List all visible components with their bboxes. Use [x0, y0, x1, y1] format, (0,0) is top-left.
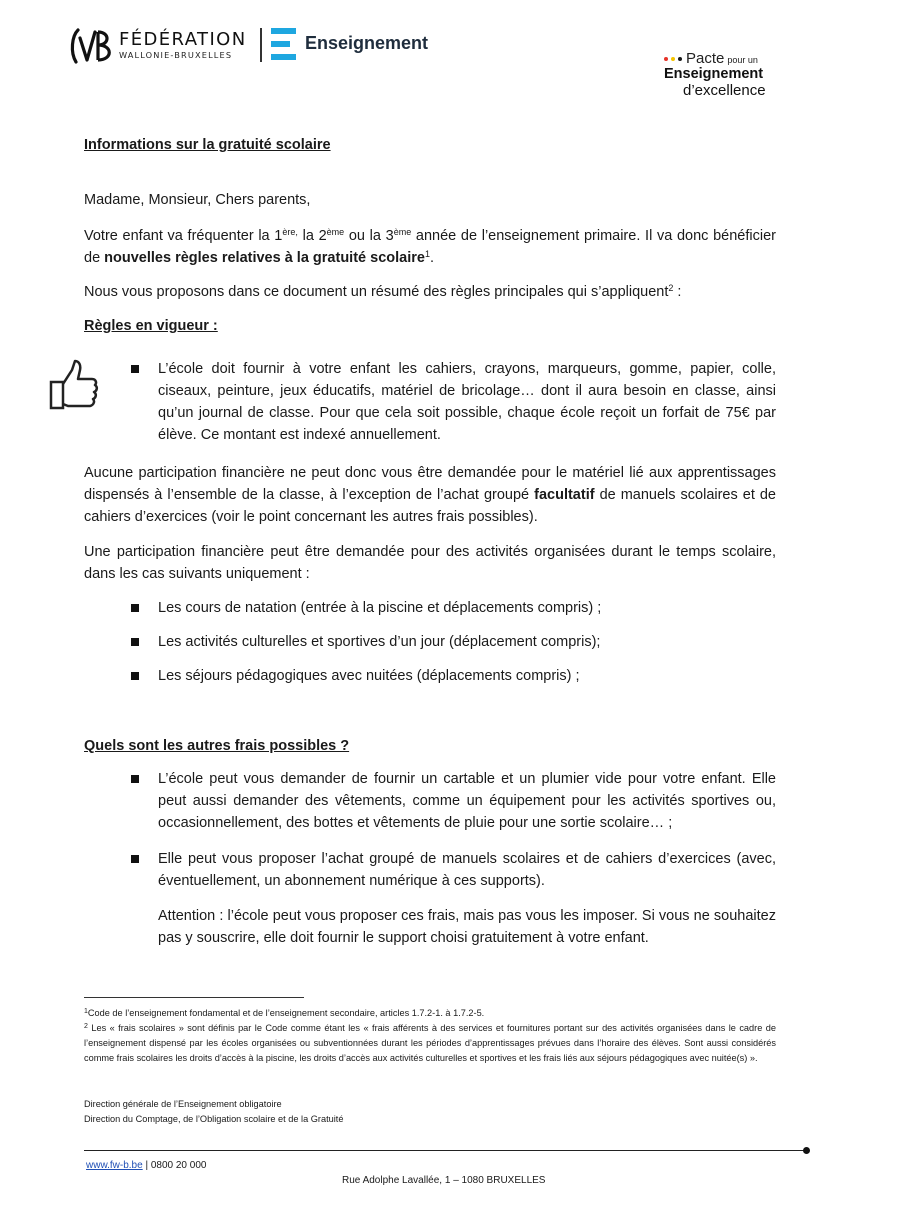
website-link[interactable]: www.fw-b.be	[86, 1160, 143, 1171]
other-fees-item-2: Elle peut vous proposer l’achat groupé de manuels scolaires et de cahiers d’exercices (avec, éventuellement, un abonnement numérique à ces supports).	[158, 851, 776, 889]
fwb-subtitle: WALLONIE-BRUXELLES	[119, 50, 233, 60]
footer-contact	[86, 1160, 206, 1171]
direction-line-1: Direction générale de l’Enseignement obligatoire	[84, 1099, 282, 1109]
intro-paragraph-1: Votre enfant va fréquenter la $1^{ère,}$ la 2ème ou la 3ème année de l’enseignement primaire. Il va donc bénéficier de nouvelles règles relatives à la gratuité scolaire$^1$.	[84, 227, 776, 266]
other-fees-item-1: L’école peut vous demander de fournir un cartable et un plumier vide pour votre enfant. Elle peut aussi demander des vêtements, comme un équipement pour les activités sportives ou, occasionnellement, des bottes et vêtements de pluie pour une sortie scolaire… ;	[158, 771, 776, 831]
enseignement-label: Enseignement	[305, 33, 429, 53]
list-item: Les séjours pédagogiques avec nuitées (déplacements compris) ;	[158, 668, 580, 684]
pacte-logo	[664, 50, 794, 99]
bullet-icon	[131, 638, 139, 646]
rules-paragraph-2: Une participation financière peut être demandée pour des activités organisées durant le temps scolaire, dans les cas suivants uniquement :	[84, 544, 776, 582]
header-divider	[260, 28, 262, 62]
footer-phone: | 0800 20 000	[142, 1160, 207, 1171]
pacte-small: pour un	[727, 54, 758, 65]
footer-divider	[84, 1150, 806, 1151]
greeting: Madame, Monsieur, Chers parents,	[84, 192, 311, 208]
page-title: Informations sur la gratuité scolaire	[84, 137, 331, 153]
pacte-word: Pacte	[686, 49, 725, 67]
bullet-icon	[131, 775, 139, 783]
bullet-icon	[131, 365, 139, 373]
bullet-icon	[131, 604, 139, 612]
intro-paragraph-2: Nous vous proposons dans ce document un résumé des règles principales qui s’appliquent$^2$ :	[84, 283, 682, 300]
rules-heading: Règles en vigueur :	[84, 318, 218, 334]
rules-bullet: L’école doit fournir à votre enfant les cahiers, crayons, marqueurs, gomme, papier, colle, ciseaux, peinture, jeux éducatifs, matériel de bricolage… dont il aura besoin en classe, ainsi qu’un journal de classe. Pour que cela soit possible, chaque école reçoit un forfait de 75€ par élève. Ce montant est indexé annuellement.	[158, 361, 776, 443]
enseignement-logo-icon	[271, 28, 297, 60]
footnote-1: $^1$Code de l’enseignement fondamental et de l’enseignement secondaire, articles 1.7.2-1. à 1.7.2-5.	[84, 1008, 485, 1018]
fwb-logo-icon	[68, 26, 116, 66]
thumbs-up-icon	[48, 358, 100, 412]
list-item: Les cours de natation (entrée à la piscine et déplacements compris) ;	[158, 600, 602, 616]
footnote-2: $^2$ Les « frais scolaires » sont définis par le Code comme étant les « frais afférents à des services et fournitures portant sur des activités organisées dans le cadre de l’enseignement dispensé par les écoles organisées ou subventionnées durant les périodes d’apprentissages prévues dans l’horaire des élèves. Sont aussi considérés comme frais scolaires les droits d’accès à la piscine, les droits d’accès aux activités culturelles et sportives et les frais liés aux séjours pédagogiques avec nuitée(s) ».	[84, 1023, 776, 1063]
footer-address: Rue Adolphe Lavallée, 1 – 1080 BRUXELLES	[342, 1175, 546, 1186]
bullet-icon	[131, 672, 139, 680]
other-fees-heading: Quels sont les autres frais possibles ?	[84, 738, 350, 754]
pacte-line3: d’excellence	[683, 82, 766, 99]
footer-dot-icon	[803, 1147, 810, 1154]
list-item: Les activités culturelles et sportives d’un jour (déplacement compris);	[158, 634, 601, 650]
pacte-line2: Enseignement	[664, 66, 764, 82]
attention-note: Attention : l’école peut vous proposer ces frais, mais pas vous les imposer. Si vous ne souhaitez pas y souscrire, elle doit fournir le support choisi gratuitement à votre enfant.	[158, 908, 776, 946]
rules-paragraph-1: Aucune participation financière ne peut donc vous être demandée pour le matériel lié aux apprentissages dispensés à l’ensemble de la classe, à l’exception de l’achat groupé facultatif de manuels scolaires et de cahiers d’exercices (voir le point concernant les autres frais possibles).	[84, 465, 776, 525]
fwb-title: FÉDÉRATION	[119, 29, 247, 50]
bullet-icon	[131, 855, 139, 863]
pacte-dots-icon	[664, 57, 682, 61]
footnote-divider	[84, 997, 304, 998]
direction-line-2: Direction du Comptage, de l’Obligation scolaire et de la Gratuité	[84, 1114, 344, 1124]
